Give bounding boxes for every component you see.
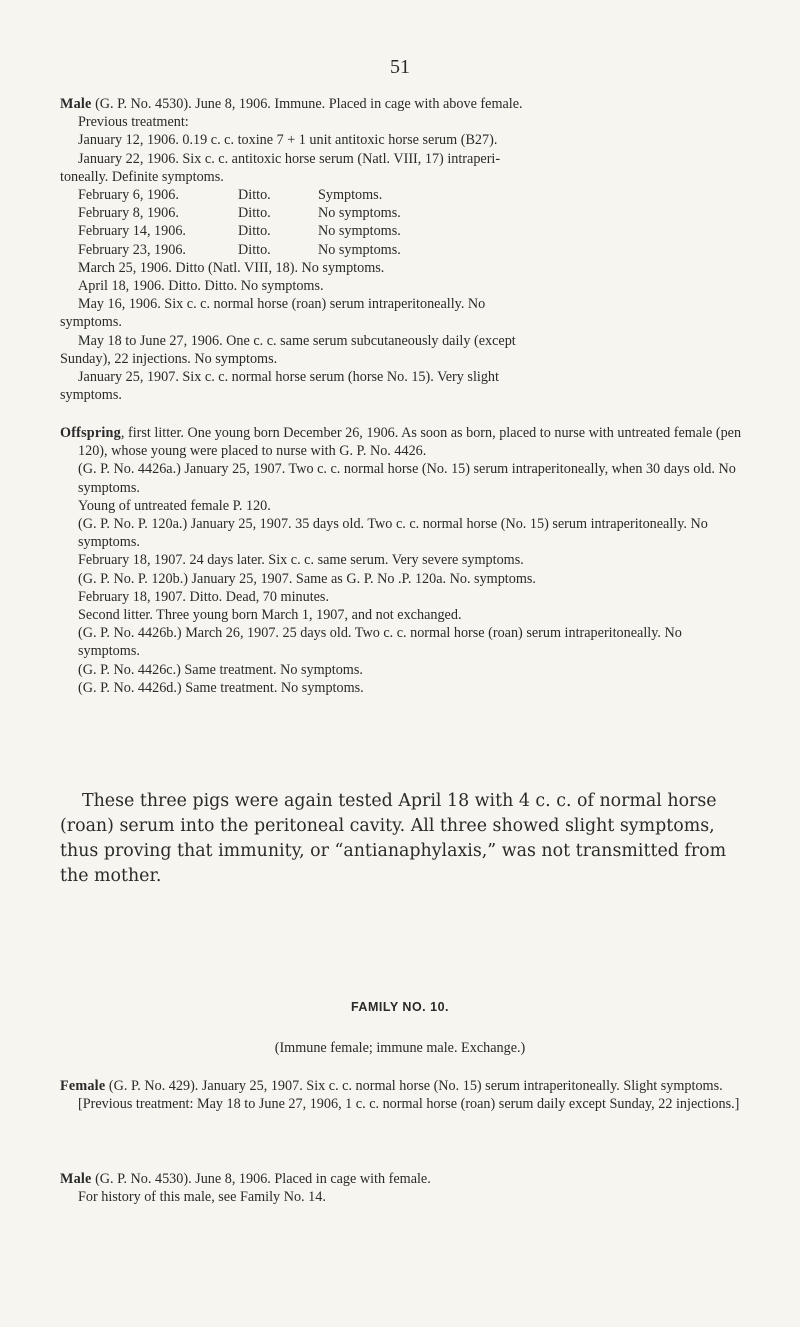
entry-row: February 8, 1906. Ditto. No symptoms. xyxy=(78,205,401,222)
family-female-record xyxy=(60,1077,745,1113)
offspring-entry: (G. P. No. 4426c.) Same treatment. No symptoms. xyxy=(78,661,363,678)
offspring-intro: Offspring, first litter. One young born December 26, 1906. As soon as born, placed to nurse with untreated female (pen 120), whose young were placed to nurse with G. P. No. 4426. xyxy=(60,425,742,460)
male2-lead: Male xyxy=(60,1171,92,1187)
offspring-entry: Second litter. Three young born March 1, 1907, and not exchanged. xyxy=(78,607,462,624)
offspring-entry: (G. P. No. 4426a.) January 25, 1907. Two c. c. normal horse (No. 15) serum intraperitoneally, when 30 days old. No symptoms. xyxy=(78,461,736,496)
previous-treatment-label: Previous treatment: xyxy=(78,114,189,131)
entry-jan12: January 12, 1906. 0.19 c. c. toxine 7 + 1 unit antitoxic horse serum (B27). xyxy=(78,132,498,149)
entry-mar25: March 25, 1906. Ditto (Natl. VIII, 18). No symptoms. xyxy=(78,259,385,276)
entry-may18-line1: May 18 to June 27, 1906. One c. c. same serum subcutaneously daily (except xyxy=(78,332,516,349)
entry-row: February 6, 1906. Ditto. Symptoms. xyxy=(78,187,383,204)
offspring-entry: (G. P. No. P. 120b.) January 25, 1907. Same as G. P. No .P. 120a. No. symptoms. xyxy=(78,570,536,587)
entry-jan22-line1: January 22, 1906. Six c. c. antitoxic horse serum (Natl. VIII, 17) intraperi- xyxy=(78,150,501,167)
female-lead: Female xyxy=(60,1078,106,1094)
offspring-entry: (G. P. No. P. 120a.) January 25, 1907. 35 days old. Two c. c. normal horse (No. 15) serum intraperitoneally. No symptoms. xyxy=(78,516,708,551)
offspring-entry: February 18, 1907. 24 days later. Six c. c. same serum. Very severe symptoms. xyxy=(78,552,524,569)
entry-jan25-line1: January 25, 1907. Six c. c. normal horse serum (horse No. 15). Very slight xyxy=(78,369,499,386)
entry-row: February 23, 1906. Ditto. No symptoms. xyxy=(78,241,401,258)
male-history-note: For history of this male, see Family No. 14. xyxy=(78,1189,326,1206)
female-previous-treatment: [Previous treatment: May 18 to June 27, 1906, 1 c. c. normal horse (roan) serum daily except Sunday, 22 injections.] xyxy=(78,1096,740,1113)
entry-apr18: April 18, 1906. Ditto. Ditto. No symptoms. xyxy=(78,278,324,295)
offspring-lead: Offspring xyxy=(60,425,121,441)
entry-may18-line2: Sunday), 22 injections. No symptoms. xyxy=(60,350,278,367)
male-lead: Male xyxy=(60,96,92,112)
offspring-record xyxy=(60,424,745,697)
entry-row: February 14, 1906. Ditto. No symptoms. xyxy=(78,223,401,240)
entry-jan25-line2: symptoms. xyxy=(60,387,122,404)
male-intro: Male (G. P. No. 4530). June 8, 1906. Immune. Placed in cage with above female. xyxy=(60,96,523,112)
offspring-entry: (G. P. No. 4426d.) Same treatment. No symptoms. xyxy=(78,679,364,696)
offspring-entry: (G. P. No. 4426b.) March 26, 1907. 25 days old. Two c. c. normal horse (roan) serum intraperitoneally. No symptoms. xyxy=(78,625,682,660)
entry-may16-line2: symptoms. xyxy=(60,314,122,331)
family-subheading: (Immune female; immune male. Exchange.) xyxy=(274,1040,526,1056)
family-male-record xyxy=(60,1170,745,1206)
page-number: 51 xyxy=(390,56,410,78)
family-heading: FAMILY NO. 10. xyxy=(350,1000,449,1014)
male-entry: Male (G. P. No. 4530). June 8, 1906. Placed in cage with female. xyxy=(60,1171,431,1187)
entry-jan22-line2: toneally. Definite symptoms. xyxy=(60,168,224,185)
offspring-entry: February 18, 1907. Ditto. Dead, 70 minutes. xyxy=(78,588,330,605)
conclusion-paragraph: These three pigs were again tested April 18 with 4 c. c. of normal horse (roan) serum into the peritoneal cavity. All three showed slight symptoms, thus proving that immunity, or “antianaphylaxis,” was not transmitted from the mother. xyxy=(60,791,727,887)
entry-may16-line1: May 16, 1906. Six c. c. normal horse (roan) serum intraperitoneally. No xyxy=(78,296,486,313)
male-record xyxy=(60,95,745,404)
offspring-entry: Young of untreated female P. 120. xyxy=(78,497,271,514)
female-entry: Female (G. P. No. 429). January 25, 1907. Six c. c. normal horse (No. 15) serum intraperitoneally. Slight symptoms. xyxy=(60,1078,723,1094)
